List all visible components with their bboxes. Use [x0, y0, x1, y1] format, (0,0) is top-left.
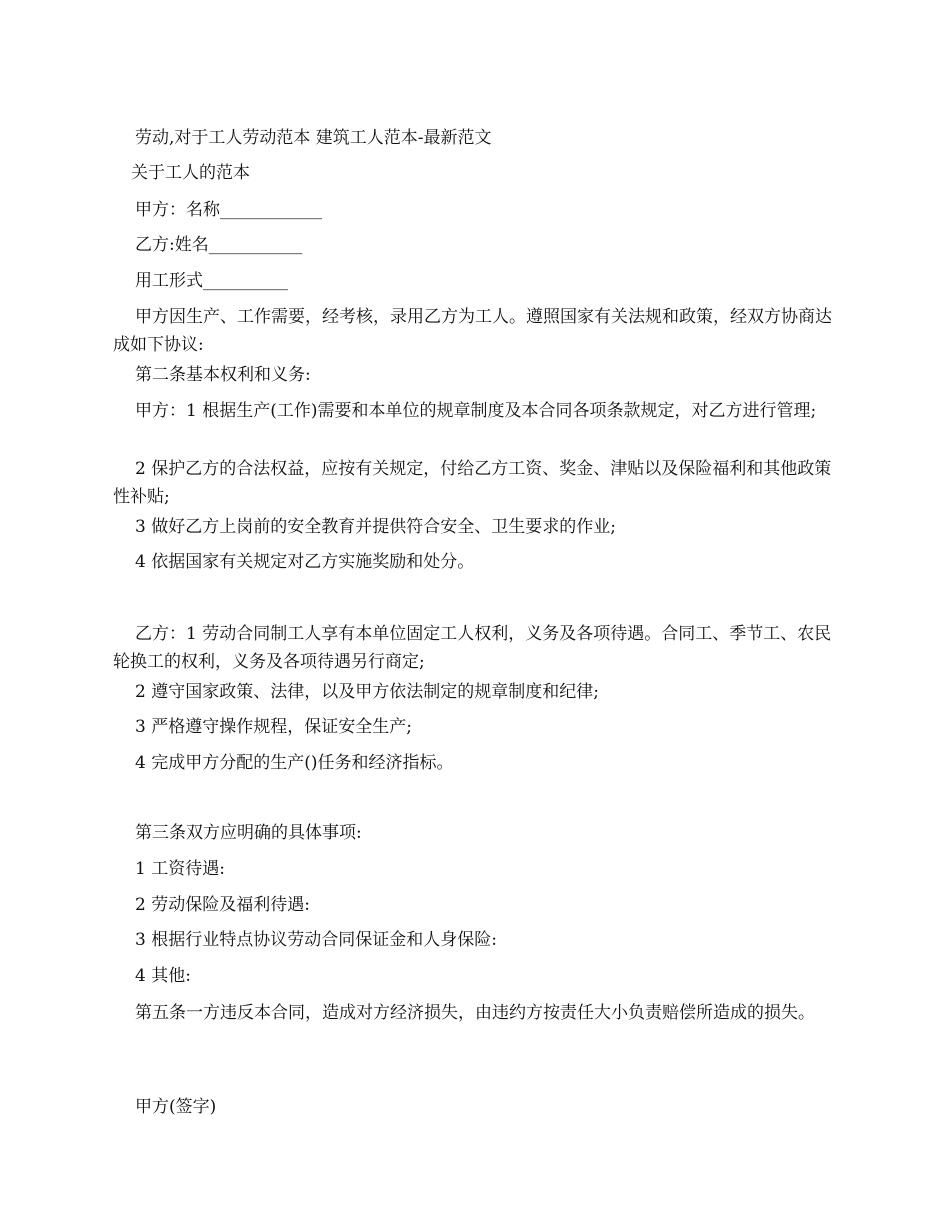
document-title: 劳动,对于工人劳动范本 建筑工人范本-最新范文	[135, 128, 492, 148]
party-b-name-line: 乙方:姓名___________	[135, 235, 303, 255]
article-3-item-3: 3 根据行业特点协议劳动合同保证金和人身保险:	[135, 930, 497, 950]
document-subtitle: 关于工人的范本	[131, 163, 250, 183]
article-5-paragraph: 第五条一方违反本合同，造成对方经济损失，由违约方按责任大小负责赔偿所造成的损失。	[135, 1003, 815, 1023]
article-3-item-4: 4 其他:	[135, 966, 191, 986]
employment-form-line: 用工形式__________	[135, 271, 288, 291]
party-b-duty-1: 乙方：1 劳动合同制工人享有本单位固定工人权利，义务及各项待遇。合同工、季节工、农民轮换工的权利，义务及各项待遇另行商定;	[113, 624, 832, 672]
party-a-signature: 甲方(签字)	[135, 1097, 217, 1117]
article-3-item-1: 1 工资待遇:	[135, 859, 225, 879]
party-a-duty-4: 4 依据国家有关规定对乙方实施奖励和处分。	[135, 552, 475, 572]
intro-paragraph: 甲方因生产、工作需要，经考核，录用乙方为工人。遵照国家有关法规和政策，经双方协商达成如下协议:	[113, 307, 832, 355]
article-3-heading: 第三条双方应明确的具体事项:	[135, 823, 362, 843]
party-b-duty-2: 2 遵守国家政策、法律，以及甲方依法制定的规章制度和纪律;	[135, 682, 599, 702]
party-b-duty-4: 4 完成甲方分配的生产()任务和经济指标。	[135, 753, 454, 773]
party-a-duty-1: 甲方：1 根据生产(工作)需要和本单位的规章制度及本合同各项条款规定，对乙方进行管理;	[135, 401, 817, 421]
party-a-duty-2: 2 保护乙方的合法权益，应按有关规定，付给乙方工资、奖金、津贴以及保险福利和其他政策性补贴;	[113, 459, 832, 507]
party-a-duty-3: 3 做好乙方上岗前的安全教育并提供符合安全、卫生要求的作业;	[135, 517, 616, 537]
article-3-item-2: 2 劳动保险及福利待遇:	[135, 895, 310, 915]
article-2-heading: 第二条基本权利和义务:	[135, 365, 311, 385]
party-b-duty-3: 3 严格遵守操作规程，保证安全生产;	[135, 717, 412, 737]
party-a-name-line: 甲方：名称____________	[135, 200, 322, 220]
